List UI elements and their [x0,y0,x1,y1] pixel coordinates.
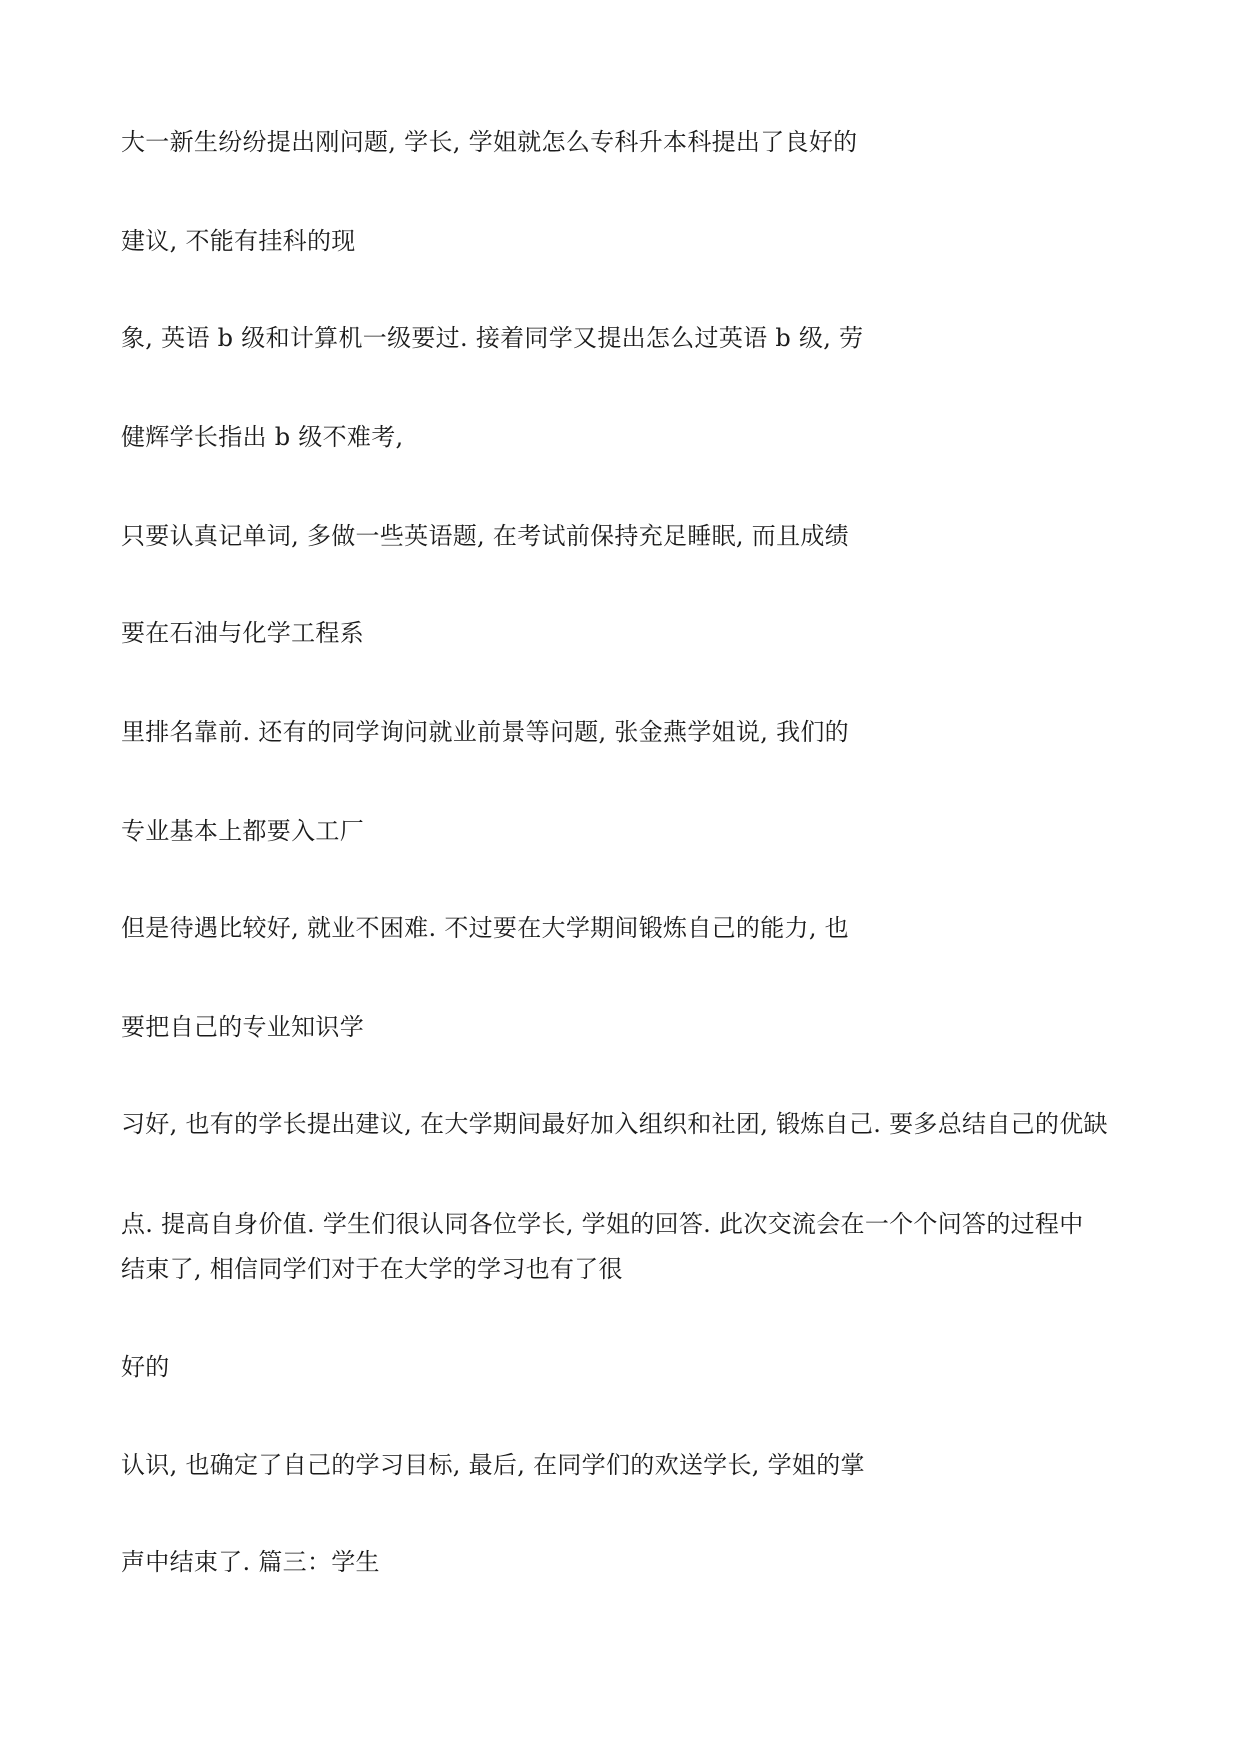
text-line: 健辉学长指出 b 级不难考, [121,423,404,451]
text-line: 要在石油与化学工程系 [121,619,364,647]
text-line: 认识, 也确定了自己的学习目标, 最后, 在同学们的欢送学长, 学姐的掌 [121,1451,865,1479]
text-line: 声中结束了. 篇三：学生 [121,1548,380,1576]
text-line: 点. 提高自身价值. 学生们很认同各位学长, 学姐的回答. 此次交流会在一个个问答的过程中 [121,1210,1084,1238]
text-line: 大一新生纷纷提出刚问题, 学长, 学姐就怎么专科升本科提出了良好的 [121,128,858,156]
text-line: 但是待遇比较好, 就业不困难. 不过要在大学期间锻炼自己的能力, 也 [121,914,849,942]
text-line: 专业基本上都要入工厂 [121,817,364,845]
text-line: 结束了, 相信同学们对于在大学的学习也有了很 [121,1255,623,1283]
text-line: 建议, 不能有挂科的现 [121,227,356,255]
text-line: 只要认真记单词, 多做一些英语题, 在考试前保持充足睡眠, 而且成绩 [121,522,849,550]
text-line: 里排名靠前. 还有的同学询问就业前景等问题, 张金燕学姐说, 我们的 [121,718,849,746]
text-line: 象, 英语 b 级和计算机一级要过. 接着同学又提出怎么过英语 b 级, 劳 [121,324,864,352]
text-line: 要把自己的专业知识学 [121,1013,364,1041]
text-line: 习好, 也有的学长提出建议, 在大学期间最好加入组织和社团, 锻炼自己. 要多总结自己的优缺 [121,1110,1108,1138]
text-line: 好的 [121,1353,170,1381]
